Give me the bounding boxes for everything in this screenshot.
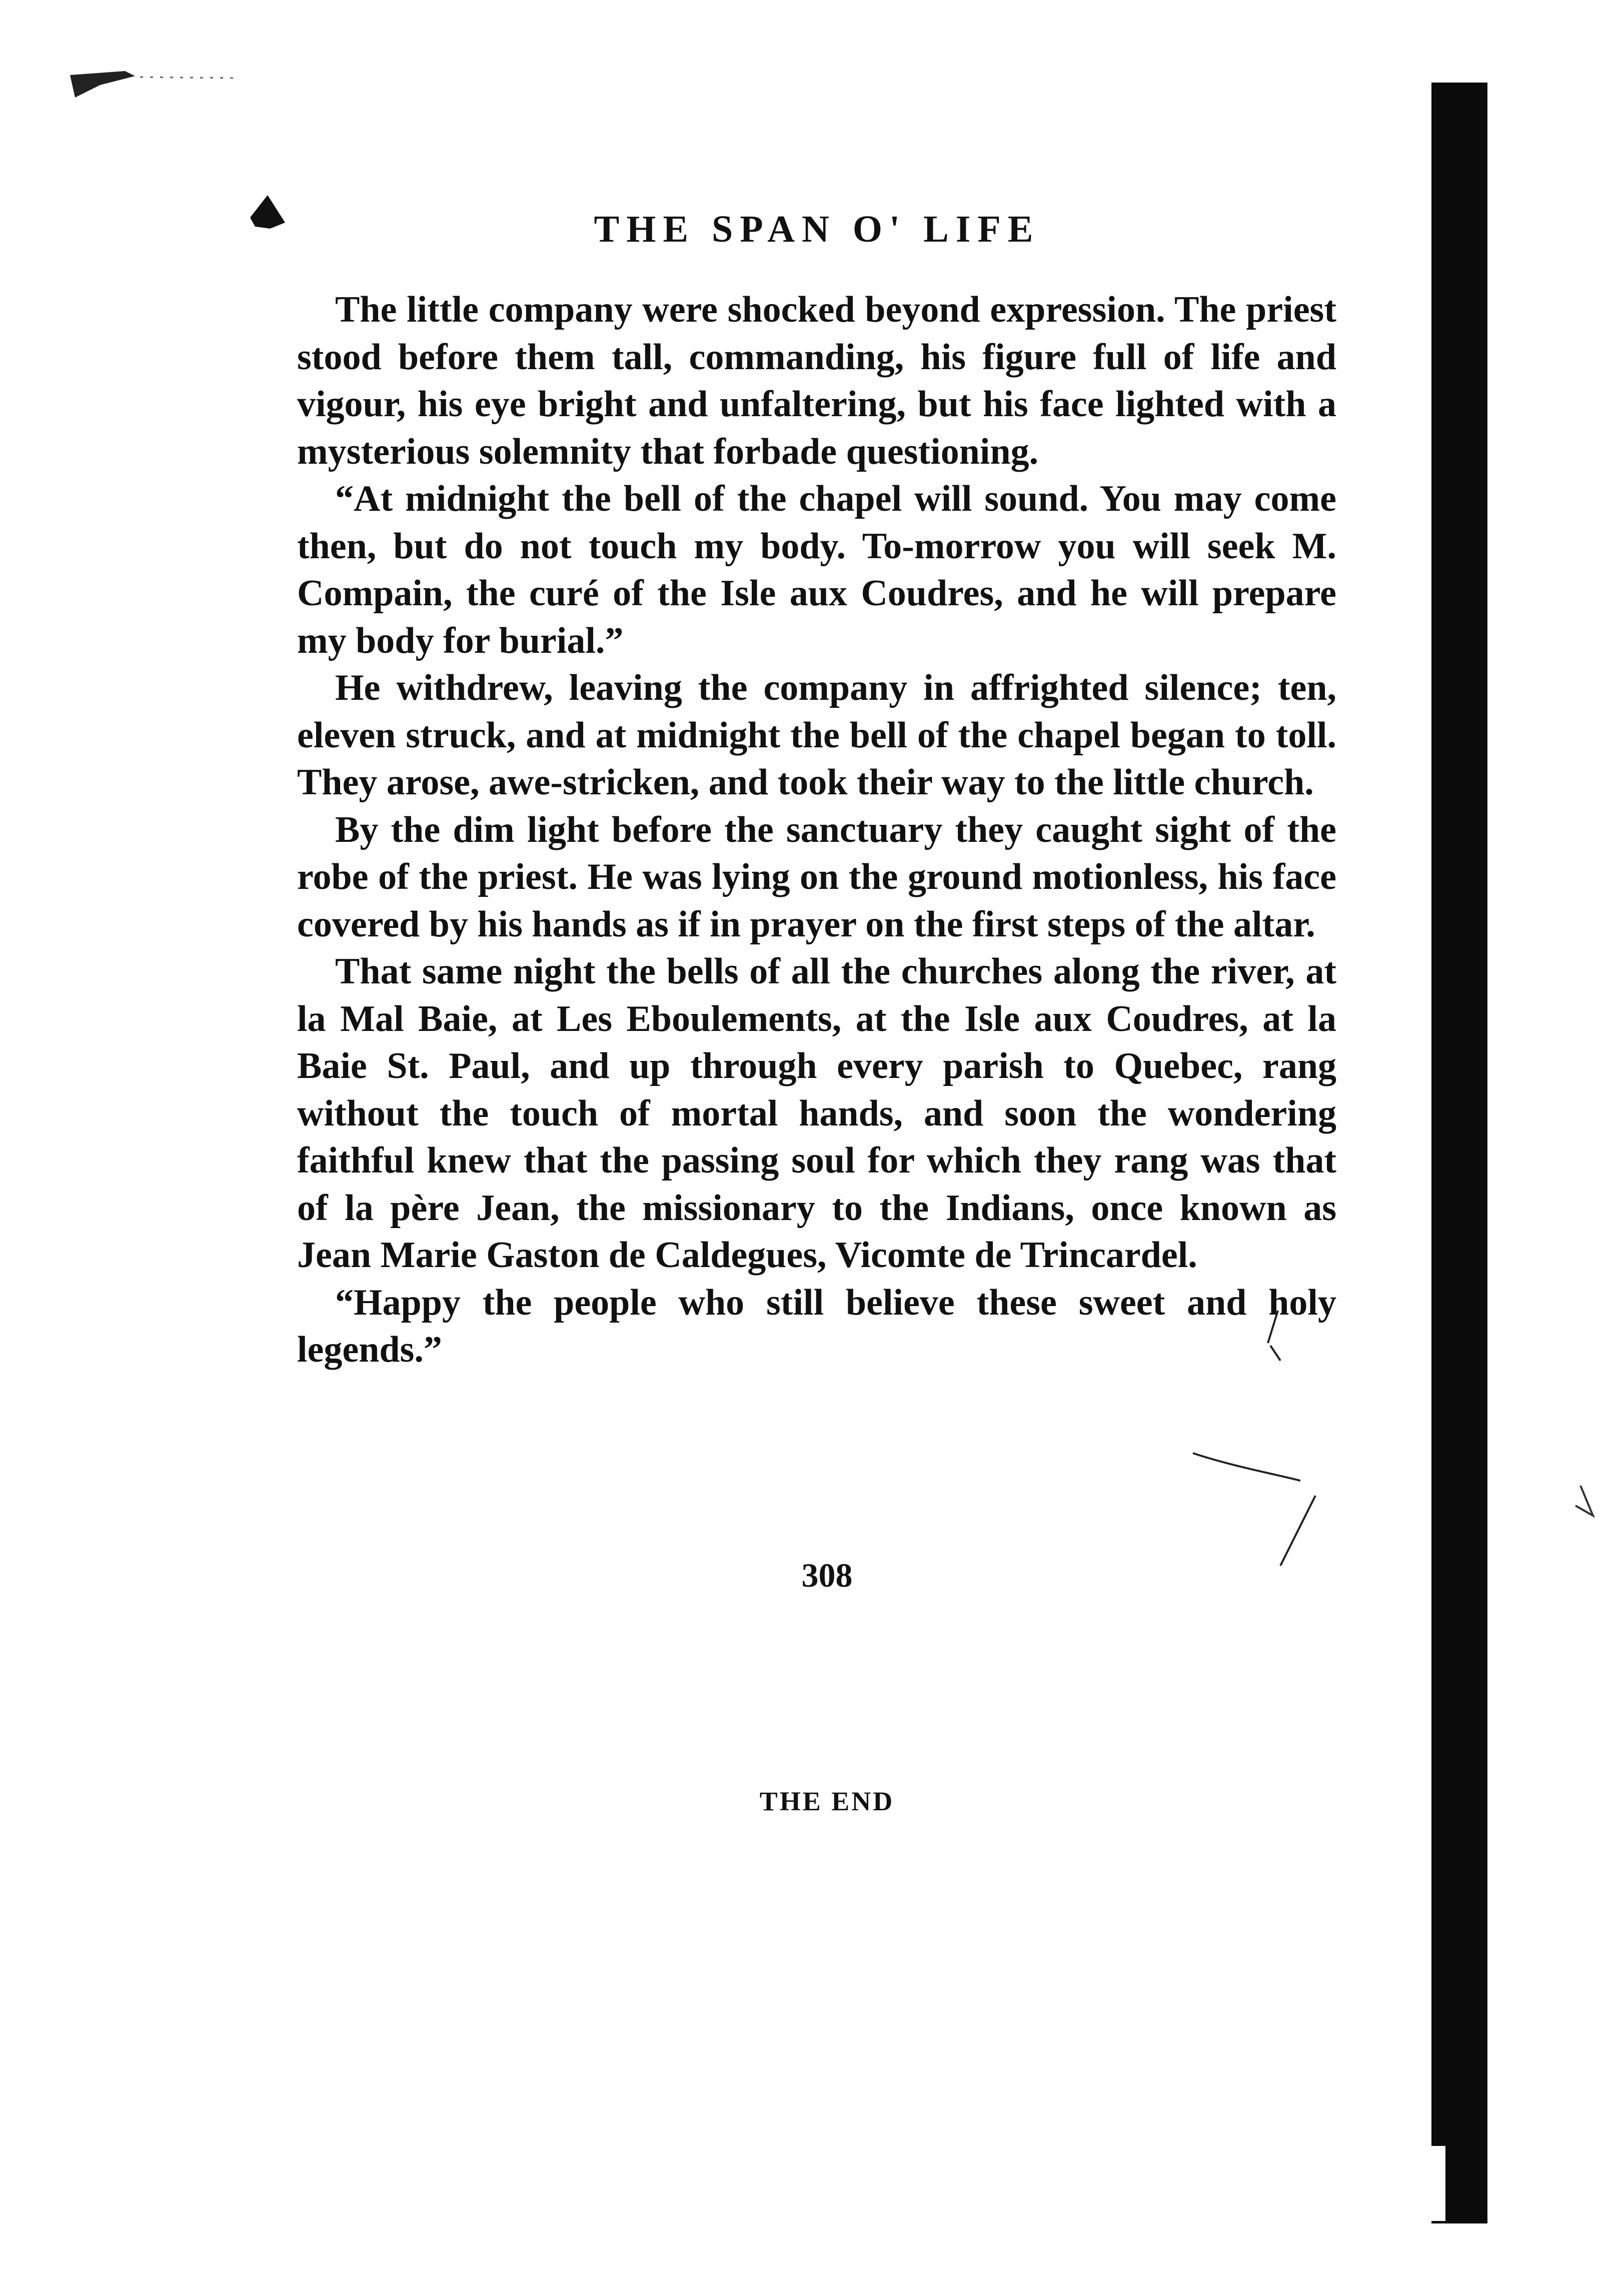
end-marker: THE END [759,1786,895,1816]
paragraph: He withdrew, leaving the company in affrighted silence; ten, eleven struck, and at midnight the bell of the chapel began to toll. They arose, awe-stricken, and took their way to the little church. [297,667,1336,803]
paragraph: “At midnight the bell of the chapel will sound. You may come then, but do not touch my body. To-morrow you will seek M. Compain, the curé of the Isle aux Coudres, and he will prepare my body for burial.” [297,478,1336,661]
paragraph: The little company were shocked beyond expression. The priest stood before them tall, commanding, his figure full of life and vigour, his eye bright and unfaltering, but his face lighted with a mysterious solemnity that forbade questioning. [297,289,1336,472]
scan-corner-smudge [70,70,235,100]
paragraph: “Happy the people who still believe these sweet and holy legends.” [297,1282,1336,1370]
paragraph: By the dim light before the sanctuary they caught sight of the robe of the priest. He was lying on the ground motionless, his face covered by his hands as if in prayer on the first steps of the altar. [297,809,1336,945]
scan-edge-band [1431,83,1487,2223]
running-head: THE SPAN O' LIFE [594,208,1040,250]
body-text [297,286,1336,1374]
page-number: 308 [801,1556,853,1594]
scan-edge-notch [1431,2146,1445,2221]
paragraph: That same night the bells of all the churches along the river, at la Mal Baie, at Les Eboulements, at the Isle aux Coudres, at la Baie St. Paul, and up through every parish to Quebec, rang without the touch of mortal hands, and soon the wondering faithful knew that the passing soul for which they rang was that of la père Jean, the missionary to the Indians, once known as Jean Marie Gaston de Caldegues, Vicomte de Trincardel. [297,951,1336,1276]
